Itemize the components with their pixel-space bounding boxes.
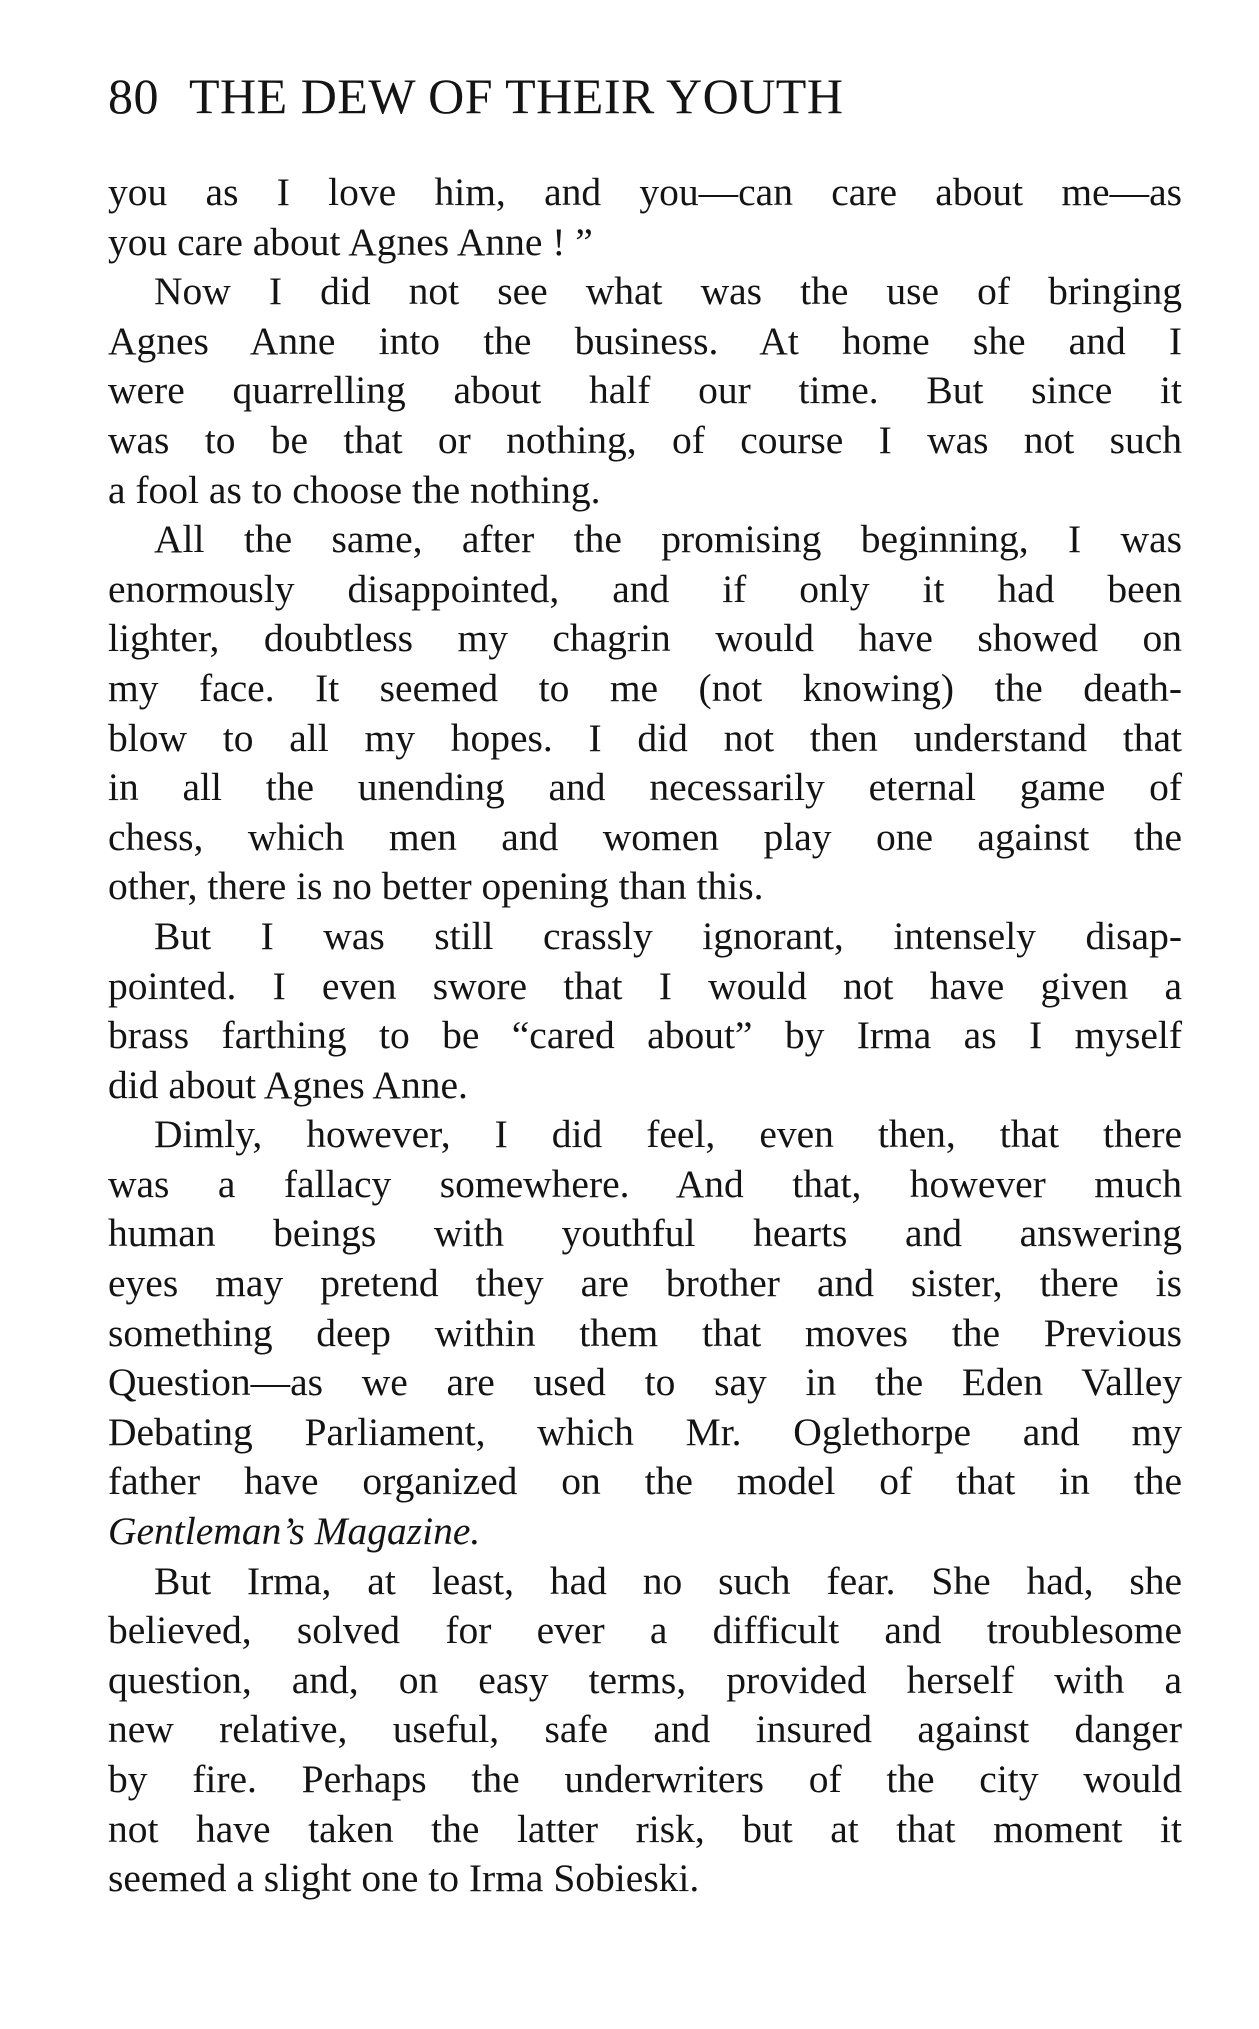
text-line: seemed a slight one to Irma Sobieski. [108, 1856, 700, 1901]
text-line: in all the unending and necessarily eternal game of [108, 765, 1182, 810]
paragraph [108, 1110, 1182, 1556]
magazine-title: Gentleman’s Magazine. [108, 1509, 481, 1554]
text-line: Now I did not see what was the use of bringing [154, 269, 1182, 314]
text-line: blow to all my hopes. I did not then understand that [108, 715, 1182, 760]
page-number: 80 [108, 68, 159, 124]
text-line: believed, solved for ever a difficult and troublesome [108, 1608, 1182, 1653]
text-line: something deep within them that moves the Previous [108, 1310, 1182, 1355]
text-line: human beings with youthful hearts and answering [108, 1211, 1182, 1256]
text-line: you care about Agnes Anne ! ” [108, 219, 593, 264]
text-line: Question—as we are used to say in the Eden Valley [108, 1360, 1182, 1405]
text-line: enormously disappointed, and if only it had been [108, 566, 1182, 611]
paragraph [108, 267, 1182, 515]
paragraph [108, 515, 1182, 912]
text-line: But Irma, at least, had no such fear. She had, she [154, 1558, 1182, 1603]
text-line: not have taken the latter risk, but at that moment it [108, 1806, 1182, 1851]
text-line: Dimly, however, I did feel, even then, that there [154, 1112, 1182, 1157]
text-line: Debating Parliament, which Mr. Oglethorpe and my [108, 1409, 1182, 1454]
text-line: you as I love him, and you—can care about me—as [108, 170, 1182, 214]
paragraph [108, 168, 1182, 267]
text-line: eyes may pretend they are brother and sister, there is [108, 1261, 1182, 1306]
text-line: was to be that or nothing, of course I was not such [108, 417, 1182, 462]
text-line: new relative, useful, safe and insured against danger [108, 1707, 1182, 1752]
text-line: by fire. Perhaps the underwriters of the city would [108, 1757, 1182, 1801]
text-line: All the same, after the promising beginning, I was [154, 517, 1182, 562]
paragraph [108, 912, 1182, 1110]
running-title: THE DEW OF THEIR YOUTH [189, 68, 844, 124]
text-line: But I was still crassly ignorant, intensely disap- [154, 913, 1182, 958]
text-line: was a fallacy somewhere. And that, however much [108, 1161, 1182, 1206]
text-line: brass farthing to be “cared about” by Irma as I myself [108, 1013, 1182, 1058]
text-line: were quarrelling about half our time. But since it [108, 368, 1182, 413]
running-header [108, 66, 843, 126]
text-line: question, and, on easy terms, provided herself with a [108, 1657, 1182, 1702]
text-line: did about Agnes Anne. [108, 1062, 468, 1107]
body-text [108, 168, 1182, 1904]
text-line: pointed. I even swore that I would not have given a [108, 963, 1182, 1008]
paragraph [108, 1557, 1182, 1904]
text-line: my face. It seemed to me (not knowing) the death- [108, 665, 1182, 710]
text-line: a fool as to choose the nothing. [108, 467, 601, 512]
text-line: father have organized on the model of that in the [108, 1459, 1182, 1504]
text-line: lighter, doubtless my chagrin would have showed on [108, 616, 1182, 661]
text-line: Agnes Anne into the business. At home she and I [108, 318, 1182, 363]
text-line: other, there is no better opening than this. [108, 864, 764, 909]
text-line: chess, which men and women play one against the [108, 814, 1182, 859]
